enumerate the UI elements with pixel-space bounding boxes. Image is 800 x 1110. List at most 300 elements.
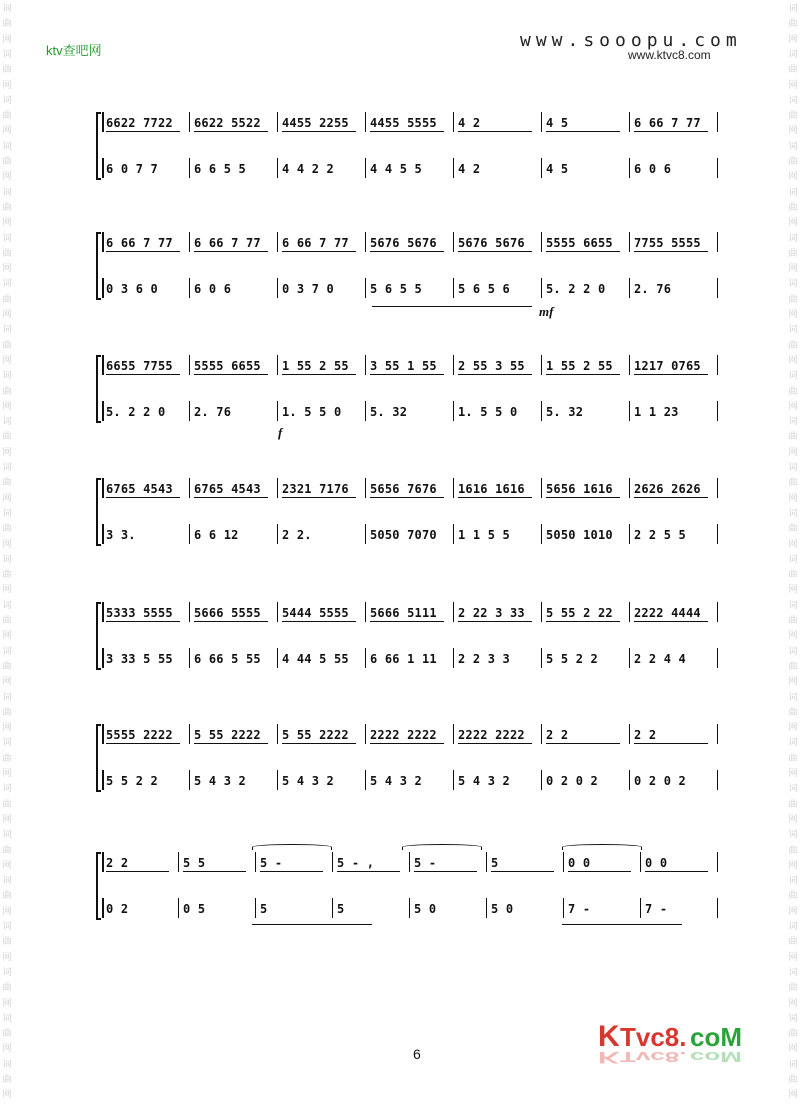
score-system — [102, 852, 718, 924]
side-watermark-char: 曲 — [788, 248, 798, 259]
score-system — [102, 355, 718, 440]
measure-notes: 0 0 — [568, 856, 591, 870]
measure-notes: 2. 76 — [194, 405, 232, 419]
measure — [454, 401, 542, 421]
beam-line — [634, 374, 708, 375]
side-watermark-char: 网 — [788, 126, 798, 137]
side-watermark-char: 网 — [2, 769, 12, 779]
system-bracket — [96, 478, 101, 546]
measure — [564, 852, 641, 872]
side-watermark-char: 网 — [2, 126, 12, 137]
measure — [564, 898, 641, 918]
slur-over-notes — [402, 844, 482, 850]
side-watermark-char: 网 — [2, 631, 12, 642]
measure — [278, 112, 366, 132]
measure-notes: 5. 32 — [370, 405, 408, 419]
side-watermark-char: 曲 — [2, 202, 12, 213]
measure — [454, 355, 542, 375]
measure-notes: 2222 2222 — [370, 728, 437, 742]
measure-notes: 2 2 3 3 — [458, 652, 510, 666]
measure-notes: 0 2 0 2 — [634, 774, 686, 788]
barline — [717, 478, 719, 498]
side-watermark-char: 曲 — [788, 707, 798, 718]
measure-notes: 2 2 — [546, 728, 569, 742]
side-watermark-char: 词 — [788, 508, 798, 519]
measure — [190, 112, 278, 132]
system-bracket — [96, 852, 101, 920]
measure — [542, 112, 630, 132]
measure — [278, 648, 366, 668]
side-watermark-char: 词 — [788, 967, 798, 978]
measure-notes: 6 6 12 — [194, 528, 239, 542]
side-watermark-char: 网 — [788, 172, 798, 183]
svg-text:K: K — [598, 1020, 620, 1053]
side-watermark-char: 曲 — [2, 753, 12, 764]
side-watermark-char: 词 — [2, 417, 12, 428]
side-watermark-char: 词 — [2, 692, 12, 703]
side-watermark-char: 曲 — [2, 983, 12, 994]
beam-line — [260, 871, 323, 872]
beam-line — [282, 131, 356, 132]
side-watermark-char: 词 — [2, 371, 12, 382]
measure — [366, 602, 454, 622]
lower-staff — [102, 648, 718, 668]
beam-line — [282, 621, 356, 622]
measure — [102, 401, 190, 421]
side-watermark-char: 网 — [788, 34, 798, 45]
barline — [717, 770, 719, 790]
measure — [102, 602, 190, 622]
beam-line — [634, 621, 708, 622]
side-watermark-char: 网 — [788, 585, 798, 596]
measure — [102, 478, 190, 498]
measure-notes: 6 6 5 5 — [194, 162, 246, 176]
side-watermark-char: 词 — [2, 738, 12, 749]
beam-line — [282, 743, 356, 744]
side-watermark-char: 网 — [2, 34, 12, 45]
side-watermark-char: 词 — [788, 600, 798, 611]
side-watermark-char: 曲 — [788, 983, 798, 994]
beam-line — [634, 743, 708, 744]
beam-line — [458, 374, 532, 375]
measure-notes: 4 4 2 2 — [282, 162, 334, 176]
measure — [190, 278, 278, 298]
measure — [630, 602, 718, 622]
measure — [102, 898, 179, 918]
measure-notes: 4 2 — [458, 116, 481, 130]
side-watermark-char: 网 — [2, 814, 12, 825]
side-watermark-char: 曲 — [2, 616, 12, 626]
measure-notes: 0 2 — [106, 902, 129, 916]
beam-line — [194, 131, 268, 132]
side-watermark-char: 曲 — [788, 845, 798, 856]
side-watermark-char: 曲 — [2, 111, 12, 122]
beam-line — [458, 251, 532, 252]
side-watermark-char: 词 — [788, 646, 798, 657]
measure — [190, 770, 278, 790]
measure-notes: 5050 7070 — [370, 528, 437, 542]
measure-notes: 5333 5555 — [106, 606, 173, 620]
side-watermark-char: 网 — [788, 769, 798, 779]
measure — [454, 602, 542, 622]
measure-notes: 6622 5522 — [194, 116, 261, 130]
side-watermark-char: 词 — [788, 876, 798, 887]
measure-notes: 1. 5 5 0 — [282, 405, 342, 419]
side-watermark-char: 词 — [788, 233, 798, 244]
upper-staff — [102, 602, 718, 622]
measure-notes: 7755 5555 — [634, 236, 701, 250]
side-watermark-char: 词 — [2, 967, 12, 978]
measure — [190, 524, 278, 544]
measure — [278, 401, 366, 421]
measure — [179, 898, 256, 918]
svg-text:K: K — [598, 1047, 620, 1067]
lower-staff — [102, 898, 718, 918]
measure — [454, 648, 542, 668]
measure-notes: 6 66 7 77 — [282, 236, 349, 250]
side-watermark-char: 词 — [788, 325, 798, 336]
measure — [256, 852, 333, 872]
side-watermark-char: 曲 — [788, 1075, 798, 1085]
page-number: 6 — [413, 1046, 421, 1062]
score-system — [102, 112, 718, 184]
measure — [542, 602, 630, 622]
score-system — [102, 724, 718, 796]
measure-notes: 1 55 2 55 — [282, 359, 349, 373]
beam-line — [194, 743, 268, 744]
measure — [333, 898, 410, 918]
side-watermark-char: 词 — [788, 554, 798, 565]
measure-notes: 2 22 3 33 — [458, 606, 525, 620]
measure-notes: 5 55 2 22 — [546, 606, 613, 620]
side-watermark-char: 曲 — [2, 799, 12, 810]
measure — [366, 355, 454, 375]
measure-notes: 4 4 5 5 — [370, 162, 422, 176]
measure-notes: 1616 1616 — [458, 482, 525, 496]
ktvc8-logo — [596, 1016, 746, 1076]
measure — [630, 648, 718, 668]
side-watermark-char: 网 — [788, 814, 798, 825]
measure — [410, 852, 487, 872]
side-watermark-char: 曲 — [2, 248, 12, 259]
beam-line — [546, 251, 620, 252]
measure — [542, 278, 630, 298]
measure — [278, 724, 366, 744]
measure-notes: 4455 2255 — [282, 116, 349, 130]
measure — [487, 898, 564, 918]
measure — [366, 648, 454, 668]
side-watermark-char: 词 — [788, 1059, 798, 1070]
side-watermark-char: 网 — [2, 172, 12, 183]
measure-notes: 2 2 4 4 — [634, 652, 686, 666]
side-watermark-char: 网 — [788, 355, 798, 366]
side-watermark-char: 曲 — [2, 937, 12, 948]
beam-line — [370, 251, 444, 252]
side-watermark-char: 词 — [788, 1013, 798, 1024]
score-system — [102, 232, 718, 319]
measure — [454, 770, 542, 790]
measure — [630, 478, 718, 498]
measure-notes: 2. 76 — [634, 282, 672, 296]
measure — [366, 158, 454, 178]
side-watermark-char: 词 — [2, 554, 12, 565]
barline — [717, 852, 719, 872]
measure — [102, 724, 190, 744]
measure-notes: 3 33 5 55 — [106, 652, 173, 666]
measure-notes: 6765 4543 — [106, 482, 173, 496]
measure — [454, 232, 542, 252]
beam-line — [414, 871, 477, 872]
side-watermark-char: 网 — [788, 401, 798, 412]
measure — [542, 648, 630, 668]
side-watermark-char: 词 — [2, 508, 12, 519]
measure-notes: 3 55 1 55 — [370, 359, 437, 373]
measure — [542, 158, 630, 178]
beam-line — [194, 621, 268, 622]
beam-line — [546, 621, 620, 622]
side-watermark-char: 曲 — [2, 432, 12, 443]
side-watermark-char: 词 — [788, 279, 798, 290]
side-watermark-char: 曲 — [2, 1075, 12, 1085]
system-bracket — [96, 112, 101, 180]
beam-line — [634, 497, 708, 498]
measure-notes: 4455 5555 — [370, 116, 437, 130]
side-watermark-char: 词 — [788, 784, 798, 795]
side-watermark-char: 网 — [2, 723, 12, 734]
measure-notes: 6 66 1 11 — [370, 652, 437, 666]
side-watermark-char: 词 — [788, 371, 798, 382]
lower-staff — [102, 158, 718, 178]
side-watermark-char: 词 — [2, 922, 12, 932]
beam-line — [106, 497, 180, 498]
measure-notes: 0 3 7 0 — [282, 282, 334, 296]
side-watermark-char: 词 — [2, 187, 12, 198]
measure-notes: 5 5 2 2 — [106, 774, 158, 788]
measure-notes: 5. 2 2 0 — [546, 282, 606, 296]
beam-line — [194, 251, 268, 252]
measure — [278, 232, 366, 252]
measure-notes: 6 0 6 — [194, 282, 232, 296]
measure-notes: 5 - , — [337, 856, 375, 870]
beam-line — [194, 374, 268, 375]
measure — [366, 724, 454, 744]
measure-notes: 5 4 3 2 — [370, 774, 422, 788]
beam-line — [106, 621, 180, 622]
measure — [102, 158, 190, 178]
site-url-watermark: www.sooopu.com — [520, 30, 742, 51]
measure — [366, 401, 454, 421]
measure-notes: 0 2 0 2 — [546, 774, 598, 788]
side-watermark-char: 曲 — [2, 157, 12, 167]
measure-notes: 5 — [260, 902, 268, 916]
measure-notes: 6765 4543 — [194, 482, 261, 496]
measure — [102, 524, 190, 544]
measure-notes: 6655 7755 — [106, 359, 173, 373]
measure-notes: 5676 5676 — [370, 236, 437, 250]
measure — [454, 524, 542, 544]
measure-notes: 4 44 5 55 — [282, 652, 349, 666]
side-watermark-char: 词 — [2, 876, 12, 887]
barline — [717, 724, 719, 744]
measure — [102, 278, 190, 298]
measure — [630, 770, 718, 790]
beam-line — [568, 871, 631, 872]
side-watermark-char: 曲 — [788, 432, 798, 443]
measure-notes: 2321 7176 — [282, 482, 349, 496]
svg-text:coM: coM — [690, 1022, 742, 1052]
side-watermark-char: 词 — [2, 646, 12, 657]
measure — [630, 524, 718, 544]
barline — [717, 898, 719, 918]
side-watermark-char: 曲 — [788, 753, 798, 764]
beam-line — [458, 497, 532, 498]
measure-notes: 2 2 — [106, 856, 129, 870]
barline — [717, 278, 719, 298]
measure-notes: 6 0 6 — [634, 162, 672, 176]
side-watermark-char: 网 — [788, 447, 798, 458]
measure — [542, 232, 630, 252]
side-watermark-char: 曲 — [788, 661, 798, 672]
side-watermark-char: 曲 — [788, 524, 798, 535]
side-watermark-char: 曲 — [2, 891, 12, 902]
measure-notes: 6 66 7 77 — [194, 236, 261, 250]
dynamic-marking: f — [278, 425, 283, 440]
measure-notes: 2222 2222 — [458, 728, 525, 742]
measure-notes: 1 55 2 55 — [546, 359, 613, 373]
crescendo-hairpin — [372, 306, 532, 307]
upper-staff — [102, 112, 718, 132]
measure-notes: 5656 1616 — [546, 482, 613, 496]
measure-notes: 5 55 2222 — [282, 728, 349, 742]
side-watermark-char: 词 — [788, 692, 798, 703]
measure — [454, 158, 542, 178]
side-watermark-char: 曲 — [788, 937, 798, 948]
beam-line — [546, 743, 620, 744]
side-watermark-char: 网 — [2, 310, 12, 320]
side-watermark-char: 网 — [2, 677, 12, 688]
side-watermark-char: 网 — [2, 860, 12, 871]
beam-line — [546, 497, 620, 498]
measure-notes: 4 5 — [546, 116, 569, 130]
side-watermark-char: 网 — [788, 493, 798, 504]
measure — [190, 724, 278, 744]
beam-line — [106, 251, 180, 252]
side-watermark-char: 曲 — [2, 478, 12, 489]
measure — [366, 770, 454, 790]
side-watermark-char: 词 — [788, 187, 798, 198]
measure-notes: 2 55 3 55 — [458, 359, 525, 373]
measure-notes: 5 5 2 2 — [546, 652, 598, 666]
measure — [102, 852, 179, 872]
beam-line — [546, 374, 620, 375]
measure — [102, 112, 190, 132]
measure-notes: 6 66 5 55 — [194, 652, 261, 666]
barline — [717, 232, 719, 252]
measure-notes: 5444 5555 — [282, 606, 349, 620]
side-watermark-char: 网 — [788, 218, 798, 229]
side-watermark-char: 网 — [788, 1044, 798, 1055]
measure — [190, 232, 278, 252]
beam-line — [634, 251, 708, 252]
side-watermark-char: 网 — [788, 1090, 798, 1101]
side-watermark-char: 网 — [788, 860, 798, 871]
measure — [190, 648, 278, 668]
side-watermark-char: 网 — [788, 539, 798, 550]
measure — [641, 898, 718, 918]
beam-line — [282, 497, 356, 498]
side-watermark-char: 曲 — [788, 616, 798, 626]
measure — [278, 355, 366, 375]
side-watermark-char: 网 — [2, 264, 12, 275]
barline — [717, 355, 719, 375]
svg-text:Tvc8.: Tvc8. — [620, 1048, 687, 1065]
side-watermark-char: 曲 — [788, 202, 798, 213]
side-watermark-char: 曲 — [2, 524, 12, 535]
side-watermark-char: 网 — [788, 906, 798, 917]
measure — [641, 852, 718, 872]
side-watermark-char: 曲 — [788, 799, 798, 810]
side-watermark-char: 网 — [2, 585, 12, 596]
measure — [366, 232, 454, 252]
barline — [717, 401, 719, 421]
measure — [190, 478, 278, 498]
measure — [630, 158, 718, 178]
measure-notes: 5050 1010 — [546, 528, 613, 542]
side-watermark-char: 词 — [788, 49, 798, 60]
side-watermark-char: 曲 — [788, 386, 798, 397]
side-watermark-char: 网 — [788, 631, 798, 642]
beam-line — [194, 497, 268, 498]
lower-staff — [102, 524, 718, 544]
side-watermark-char: 词 — [2, 600, 12, 611]
beam-line — [458, 743, 532, 744]
measure — [333, 852, 410, 872]
side-watermark-char: 网 — [2, 998, 12, 1009]
measure — [454, 112, 542, 132]
side-watermark-char: 网 — [2, 447, 12, 458]
measure — [278, 770, 366, 790]
side-watermark-char: 词 — [2, 784, 12, 795]
barline — [717, 648, 719, 668]
side-watermark-char: 词 — [2, 1013, 12, 1024]
side-watermark-char: 词 — [2, 233, 12, 244]
measure-notes: 5 4 3 2 — [194, 774, 246, 788]
side-watermark-char: 词 — [788, 830, 798, 841]
side-watermark-char: 曲 — [788, 157, 798, 167]
side-watermark-char: 曲 — [788, 891, 798, 902]
side-watermark-char: 网 — [788, 80, 798, 91]
side-watermark-char: 网 — [2, 493, 12, 504]
measure-notes: 6 0 7 7 — [106, 162, 158, 176]
beam-line — [370, 374, 444, 375]
measure — [102, 648, 190, 668]
side-watermark-char: 词 — [788, 463, 798, 473]
measure — [366, 524, 454, 544]
beam-line — [183, 871, 246, 872]
svg-text:Tvc8.: Tvc8. — [620, 1022, 687, 1052]
barline — [717, 602, 719, 622]
measure-notes: 5 0 — [414, 902, 437, 916]
upper-staff — [102, 852, 718, 872]
side-watermark-char: 词 — [788, 4, 798, 14]
side-watermark-char: 词 — [2, 1059, 12, 1070]
beam-line — [282, 374, 356, 375]
beam-line — [370, 621, 444, 622]
measure — [278, 478, 366, 498]
system-bracket — [96, 355, 101, 423]
measure-notes: 7 - — [645, 902, 668, 916]
system-bracket — [96, 602, 101, 670]
